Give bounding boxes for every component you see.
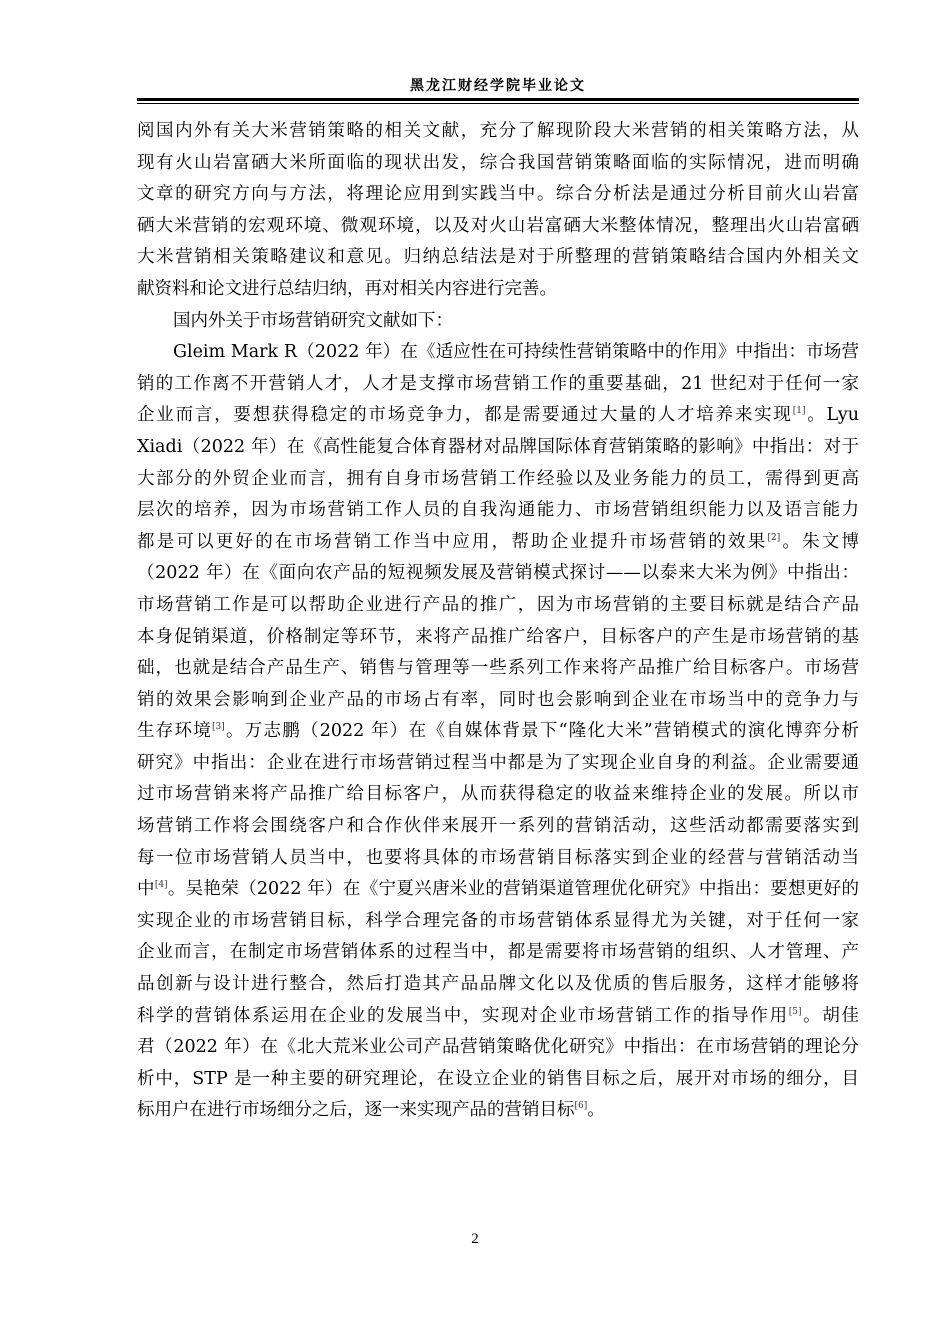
citation-ref: [5] <box>788 1006 802 1017</box>
text-line: 生存环境[3]。万志鹏（2022 年）在《自媒体背景下“隆化大米”营销模式的演化博弈分析 <box>137 721 859 742</box>
text-line: 过市场营销来将产品推广给目标客户，从而获得稳定的收益来维持企业的发展。所以市 <box>137 784 859 805</box>
text-line: 大米营销相关策略建议和意见。归纳总结法是对于所整理的营销策略结合国内外相关文 <box>137 247 859 268</box>
text-line: 品创新与设计进行整合，然后打造其产品品牌文化以及优质的售后服务，这样才能够将 <box>137 974 859 995</box>
citation-ref: [4] <box>154 880 168 891</box>
text-line: 企业而言，要想获得稳定的市场竞争力，都是需要通过大量的人才培养来实现[1]。Lyu <box>137 405 859 426</box>
running-header: 黑龙江财经学院毕业论文 <box>410 78 586 94</box>
text-line: 中[4]。吴艳荣（2022 年）在《宁夏兴唐米业的营销渠道管理优化研究》中指出：要想更好的 <box>137 879 859 900</box>
text-line: 硒大米营销的宏观环境、微观环境，以及对火山岩富硒大米整体情况，整理出火山岩富硒 <box>137 215 859 236</box>
text-line: 都是可以更好的在市场营销工作当中应用，帮助企业提升市场营销的效果[2]。朱文博 <box>137 531 859 552</box>
text-line: 市场营销工作是可以帮助企业进行产品的推广，因为市场营销的主要目标就是结合产品 <box>137 594 859 615</box>
text-line: 企业而言，在制定市场营销体系的过程当中，都是需要将市场营销的组织、人才管理、产 <box>137 942 859 963</box>
text-line: Xiadi（2022 年）在《高性能复合体育器材对品牌国际体育营销策略的影响》中指出：对于 <box>137 436 859 457</box>
text-line: 本身促销渠道，价格制定等环节，来将产品推广给客户，目标客户的产生是市场营销的基 <box>137 626 859 647</box>
text-line: （2022 年）在《面向农产品的短视频发展及营销模式探讨——以泰来大米为例》中指出： <box>137 563 859 584</box>
text-line: 场营销工作将会围绕客户和合作伙伴来展开一系列的营销活动，这些活动都需要落实到 <box>137 816 859 837</box>
text-line: 础，也就是结合产品生产、销售与管理等一些系列工作来将产品推广给目标客户。市场营 <box>137 658 859 679</box>
text-line: 销的工作离不开营销人才，人才是支撑市场营销工作的重要基础，21 世纪对于任何一家 <box>137 373 859 394</box>
text-line: 层次的培养，因为市场营销工作人员的自我沟通能力、市场营销组织能力以及语言能力 <box>137 500 859 521</box>
body-text <box>137 116 859 1127</box>
page-number: 2 <box>471 1231 479 1247</box>
header-rule-thick <box>137 98 859 101</box>
text-line: 科学的营销体系运用在企业的发展当中，实现对企业市场营销工作的指导作用[5]。胡佳 <box>137 1005 859 1026</box>
text-line: 献资料和论文进行总结归纳，再对相关内容进行完善。 <box>137 278 557 299</box>
text-line: 现有火山岩富硒大米所面临的现状出发，综合我国营销策略面临的实际情况，进而明确 <box>137 152 859 173</box>
text-line: 析中，STP 是一种主要的研究理论，在设立企业的销售目标之后，展开对市场的细分，目 <box>137 1068 859 1089</box>
text-line: 文章的研究方向与方法，将理论应用到实践当中。综合分析法是通过分析目前火山岩富 <box>137 184 859 205</box>
text-line: 销的效果会影响到企业产品的市场占有率，同时也会影响到企业在市场当中的竞争力与 <box>137 689 859 710</box>
text-line: Gleim Mark R（2022 年）在《适应性在可持续性营销策略中的作用》中指出：市场营 <box>173 342 859 363</box>
text-line: 阅国内外有关大米营销策略的相关文献，充分了解现阶段大米营销的相关策略方法，从 <box>137 121 859 141</box>
header-rule-thin <box>137 103 859 104</box>
text-line: 标用户在进行市场细分之后，逐一来实现产品的营销目标[6]。 <box>137 1100 605 1121</box>
citation-ref: [3] <box>212 722 225 733</box>
section-intro-line: 国内外关于市场营销研究文献如下： <box>173 310 453 331</box>
citation-ref: [6] <box>574 1101 588 1112</box>
text-line: 研究》中指出：企业在进行市场营销过程当中都是为了实现企业自身的利益。企业需要通 <box>137 752 859 773</box>
text-line: 君（2022 年）在《北大荒米业公司产品营销策略优化研究》中指出：在市场营销的理论分 <box>137 1037 859 1058</box>
citation-ref: [1] <box>792 406 806 417</box>
citation-ref: [2] <box>767 532 781 543</box>
text-line: 每一位市场营销人员当中，也要将具体的市场营销目标落实到企业的经营与营销活动当 <box>137 847 859 868</box>
text-line: 实现企业的市场营销目标，科学合理完备的市场营销体系显得尤为关键，对于任何一家 <box>137 910 859 931</box>
text-line: 大部分的外贸企业而言，拥有自身市场营销工作经验以及业务能力的员工，需得到更高 <box>137 468 859 489</box>
